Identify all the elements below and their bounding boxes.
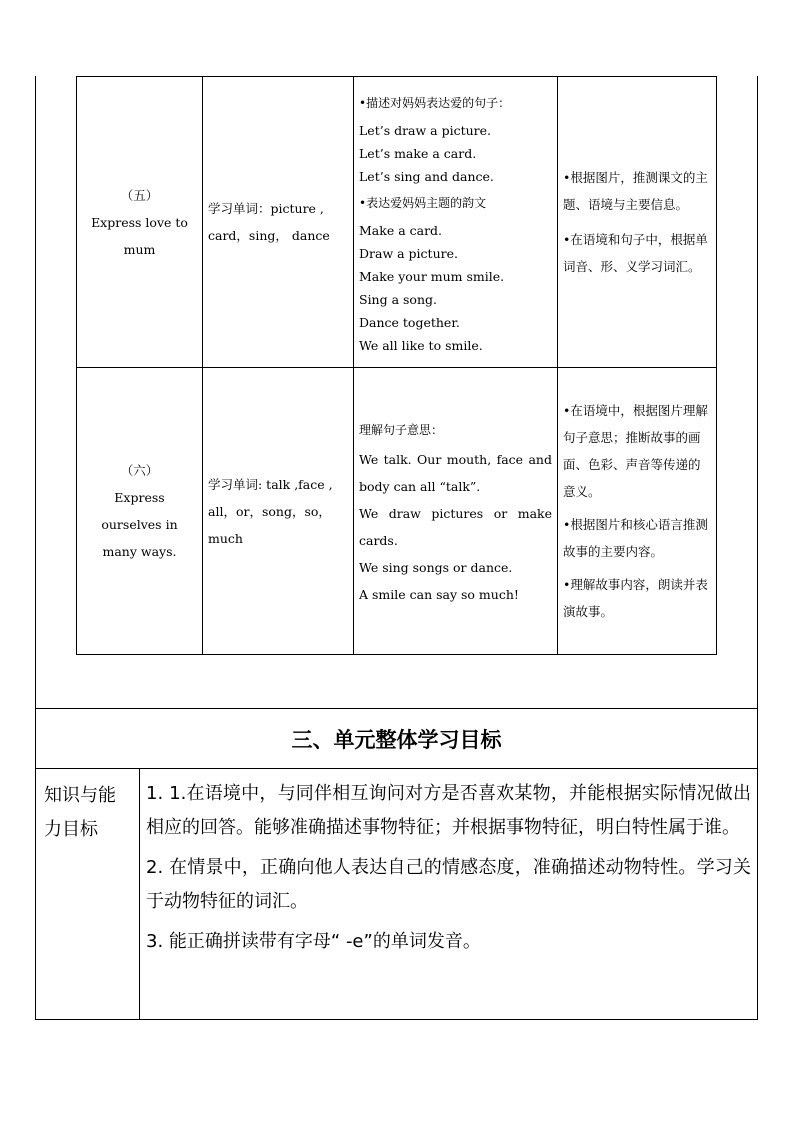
table-row: [77, 368, 717, 655]
section-title: 三、单元整体学习目标: [35, 708, 758, 769]
sentence-line: Make a card.: [359, 222, 443, 238]
lesson-cell: [77, 368, 203, 655]
sentence-line: Sing a song.: [359, 291, 437, 307]
sentence-cell: [354, 368, 558, 655]
goal-line: •在语境和句子中，根据单词音、形、义学习词汇。: [563, 232, 708, 274]
lesson-title-line: many ways.: [102, 544, 177, 559]
goal-line: •根据图片，推测课文的主题、语境与主要信息。: [563, 170, 708, 212]
vocab-cell: 学习单词：picture , card，sing， dance: [203, 77, 354, 368]
sentence-line: We talk. Our mouth, face and body can all “talk”.: [359, 451, 552, 494]
sentence-cell: [354, 77, 558, 368]
vocab-cell: 学习单词: talk ,face , all，or，song，so，much: [203, 368, 354, 655]
goal-cell: [558, 368, 717, 655]
sentence-line: A smile can say so much!: [359, 586, 519, 602]
sentence-line: Let’s make a card.: [359, 145, 477, 161]
goal-list: [140, 769, 757, 1019]
sentence-heading: •表达爱妈妈主题的韵文: [359, 195, 487, 210]
lesson-title-line: mum: [123, 241, 156, 257]
sentence-heading: •描述对妈妈表达爱的句子：: [359, 95, 511, 110]
sentence-line: We draw pictures or make cards.: [359, 505, 552, 548]
goal-category-label: 知识与能力目标: [36, 769, 140, 1019]
goal-item: 2. 在情景中，正确向他人表达自己的情感态度，准确描述动物特性。学习关于动物特征的词汇。: [146, 857, 751, 912]
sentence-line: Draw a picture.: [359, 245, 458, 261]
sentence-line: We all like to smile.: [359, 337, 483, 353]
lesson-title-line: Express love to: [91, 214, 188, 230]
goal-section: [35, 768, 758, 1020]
lesson-number: （六）: [120, 463, 159, 478]
lesson-table: [76, 76, 717, 655]
lesson-title-line: ourselves in: [101, 517, 178, 532]
lesson-cell: [77, 77, 203, 368]
sentence-line: Dance together.: [359, 314, 460, 330]
lesson-number: （五）: [120, 187, 159, 203]
table-row: [77, 77, 717, 368]
sentence-line: Let’s sing and dance.: [359, 168, 494, 184]
goal-line: •在语境中，根据图片理解句子意思；推断故事的画面、色彩、声音等传递的意义。: [563, 403, 708, 499]
goal-line: •根据图片和核心语言推测故事的主要内容。: [563, 517, 708, 559]
goal-item: 1. 1.在语境中，与同伴相互询问对方是否喜欢某物，并能根据实际情况做出相应的回答。能够准确描述事物特征；并根据事物特征，明白特性属于谁。: [146, 783, 751, 838]
goal-item: 3. 能正确拼读带有字母“ -e”的单词发音。: [146, 931, 481, 952]
goal-cell: [558, 77, 717, 368]
sentence-line: Make your mum smile.: [359, 268, 505, 284]
sentence-line: Let’s draw a picture.: [359, 122, 492, 138]
goal-line: •理解故事内容，朗读并表演故事。: [563, 577, 708, 619]
sentence-line: We sing songs or dance.: [359, 559, 513, 575]
sentence-heading: 理解句子意思：: [359, 422, 444, 437]
lesson-title-line: Express: [114, 490, 165, 505]
